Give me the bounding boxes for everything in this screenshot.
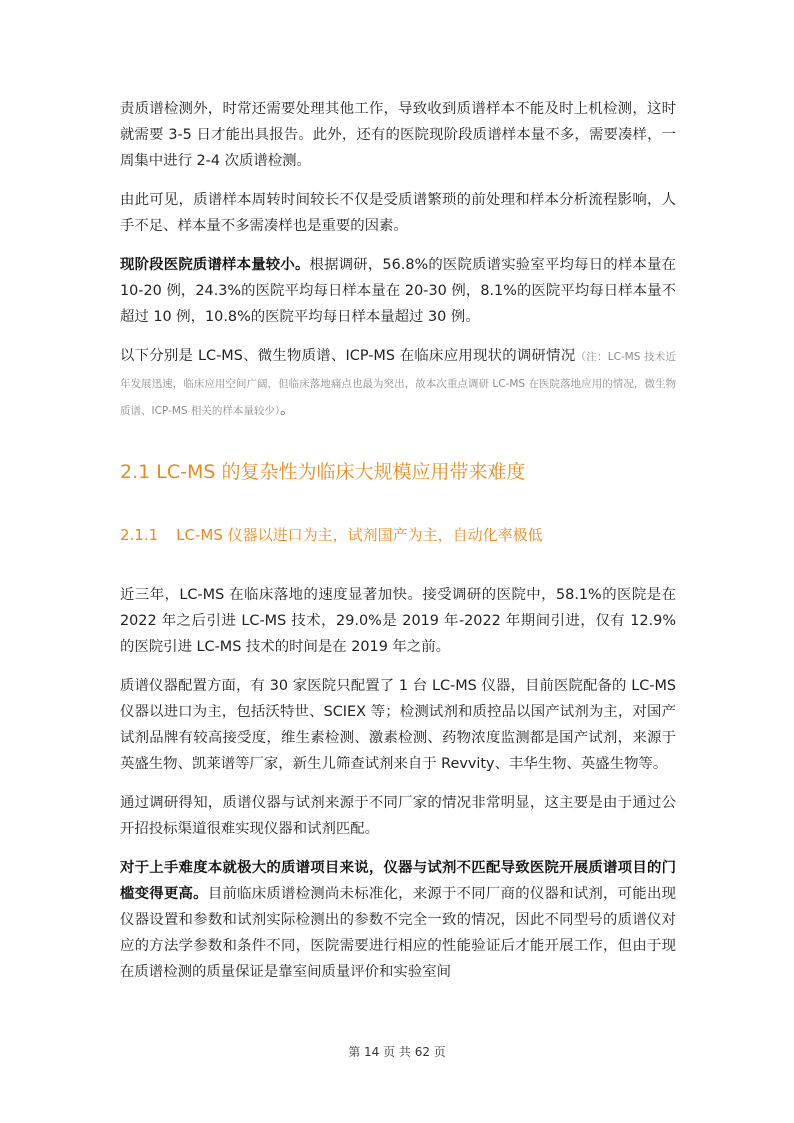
paragraph-8-text: 目前临床质谱检测尚未标准化，来源于不同厂商的仪器和试剂，可能出现仪器设置和参数和试剂实际检测出的参数不完全一致的情况，因此不同型号的质谱仪对应的方法学参数和条件不同，医院需要进行相应的性能验证后才能开展工作，但由于现在质谱检测的质量保证是靠室间质量评价和实验室间 (120, 886, 676, 980)
paragraph-4-note: （注：LC-MS 技术近年发展迅速，临床应用空间广阔，但临床落地痛点也最为突出，故本次重点调研 LC-MS 在医院落地应用的情况，微生物质谱、ICP-MS 相关的样本量较少） (120, 351, 676, 417)
paragraph-4 (120, 343, 676, 424)
paragraph-3-bold: 现阶段医院质谱样本量较小。 (120, 257, 310, 273)
paragraph-1: 责质谱检测外，时常还需要处理其他工作，导致收到质谱样本不能及时上机检测，这时就需要 3-5 日才能出具报告。此外，还有的医院现阶段质谱样本量不多，需要凑样，一周集中进行 2-4 次质谱检测。 (120, 101, 676, 169)
paragraph-8 (120, 855, 676, 985)
paragraph-3 (120, 252, 676, 330)
subsection-heading-2-1-1 (120, 524, 676, 546)
paragraph-8-bold: 对于上手难度本就极大的质谱项目来说，仪器与试剂不匹配导致医院开展质谱项目的门槛变得更高。 (120, 860, 676, 902)
subsection-title: LC-MS 仪器以进口为主，试剂国产为主，自动化率极低 (176, 526, 543, 544)
paragraph-5: 近三年，LC-MS 在临床落地的速度显著加快。接受调研的医院中，58.1%的医院是在 2022 年之后引进 LC-MS 技术，29.0%是 2019 年-2022 年期间引进，仅有 12.9%的医院引进 LC-MS 技术的时间是在 2019 年之前。 (120, 587, 676, 655)
paragraph-4-end: 。 (280, 402, 295, 418)
paragraph-2: 由此可见，质谱样本周转时间较长不仅是受质谱繁琐的前处理和样本分析流程影响，人手不足、样本量不多需凑样也是重要的因素。 (120, 192, 676, 234)
paragraph-3-text: 根据调研，56.8%的医院质谱实验室平均每日的样本量在 10-20 例，24.3%的医院平均每日样本量在 20-30 例，8.1%的医院平均每日样本量不超过 10 例，10.8%的医院平均每日样本量超过 30 例。 (120, 257, 676, 325)
subsection-number: 2.1.1 (120, 526, 159, 544)
section-heading-2-1: 2.1 LC-MS 的复杂性为临床大规模应用带来难度 (120, 461, 526, 483)
paragraph-7: 通过调研得知，质谱仪器与试剂来源于不同厂家的情况非常明显，这主要是由于通过公开招投标渠道很难实现仪器和试剂匹配。 (120, 795, 676, 837)
page-number-footer: 第 14 页 共 62 页 (348, 1045, 446, 1059)
document-body (120, 96, 676, 998)
paragraph-4-text: 以下分别是 LC-MS、微生物质谱、ICP-MS 在临床应用现状的调研情况 (120, 348, 576, 364)
paragraph-6: 质谱仪器配置方面，有 30 家医院只配置了 1 台 LC-MS 仪器，目前医院配备的 LC-MS 仪器以进口为主，包括沃特世、SCIEX 等；检测试剂和质控品以国产试剂为主，对国产试剂品牌有较高接受度，维生素检测、激素检测、药物浓度监测都是国产试剂，来源于英盛生物、凯莱谱等厂家，新生儿筛查试剂来自于 Revvity、丰华生物、英盛生物等。 (120, 678, 676, 772)
